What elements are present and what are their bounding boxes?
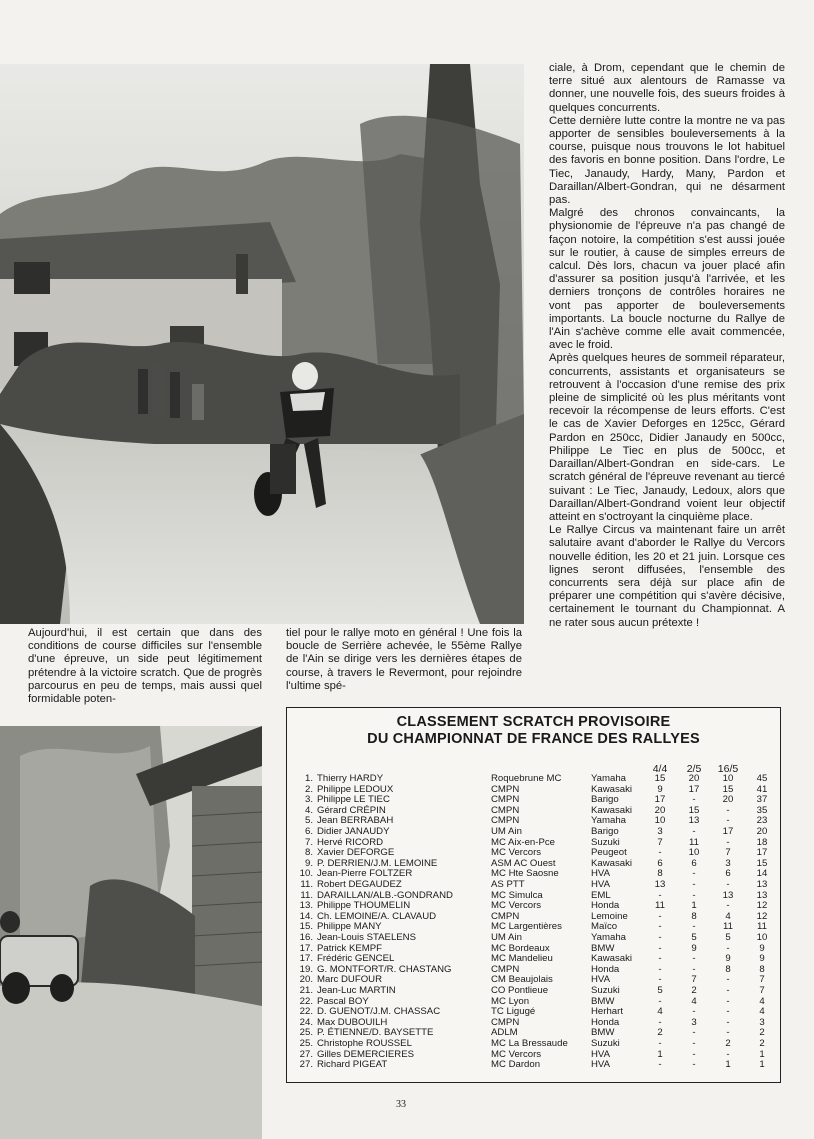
- row-round-1-points: -: [658, 921, 662, 933]
- row-name: Gilles DEMERCIERES: [317, 1048, 415, 1060]
- row-position: 16.: [299, 932, 313, 943]
- row-name: Philippe LE TIEC: [317, 794, 390, 806]
- row-bike: BMW: [591, 995, 615, 1007]
- paragraph: Cette dernière lutte contre la montre ne va pas apporter de sensibles bouleversements à la course, puisque nous trouvons le lot habituel des favoris en bonne position. Dans l'ordre, Le Tiec, Janaudy, Hardy, Many, Pardon et Daraillan/Albert-Gondran, qui ne désarment pas.: [549, 114, 785, 207]
- row-total-points: 18: [756, 836, 768, 848]
- paragraph: Le Rallye Circus va maintenant faire un arrêt salutaire avant d'aborder le Rallye du Vercors nouvelle édition, les 20 et 21 juin. Lorsque ces lignes seront diffusées, l'ensemble des concurrents sera déjà sur place afin de préparer une compétition qui s'avère décisive, certainement le tournant du Championnat. A ne rater sous aucun prétexte !: [549, 524, 785, 629]
- row-club: MC Dardon: [491, 1059, 541, 1071]
- row-round-2-points: -: [692, 794, 696, 806]
- row-round-3-points: 3: [725, 857, 731, 869]
- row-position: 13.: [299, 900, 313, 912]
- row-club: AS PTT: [491, 879, 525, 890]
- row-round-1-points: 17: [654, 794, 666, 806]
- row-bike: Herhart: [591, 1006, 623, 1018]
- row-round-2-points: -: [692, 921, 696, 933]
- row-bike: Kawasaki: [591, 804, 633, 816]
- row-total-points: 12: [756, 900, 768, 912]
- row-club: MC Simulca: [491, 889, 543, 901]
- row-round-3-points: -: [726, 900, 730, 912]
- row-position: 22.: [299, 1006, 313, 1018]
- row-position: 17.: [299, 942, 313, 954]
- row-bike: BMW: [591, 942, 615, 954]
- row-round-1-points: -: [658, 932, 662, 943]
- row-total-points: 7: [759, 974, 765, 986]
- row-club: ASM AC Ouest: [491, 857, 556, 869]
- row-club: MC Hte Saosne: [491, 868, 559, 880]
- row-round-2-points: -: [692, 1027, 696, 1039]
- row-round-2-points: 10: [688, 847, 700, 859]
- row-round-2-points: -: [692, 1048, 696, 1060]
- row-name: Jean-Luc MARTIN: [317, 985, 396, 996]
- row-position: 11.: [300, 889, 313, 901]
- row-round-2-points: -: [692, 1059, 696, 1071]
- article-middle-column: [286, 627, 522, 693]
- row-position: 15.: [299, 921, 313, 933]
- column-header-round-2: 2/5: [686, 763, 702, 775]
- row-bike: Kawasaki: [591, 783, 633, 795]
- rally-photo-sidecar: [0, 726, 262, 1139]
- row-position: 27.: [299, 1048, 313, 1060]
- row-name: Christophe ROUSSEL: [317, 1038, 412, 1049]
- row-round-3-points: -: [726, 942, 730, 954]
- paragraph: ciale, à Drom, cependant que le chemin de terre situé aux alentours de Ramasse va donner, une nouvelle fois, des sueurs froides à quelques concurrents.: [549, 62, 785, 114]
- row-position: 17.: [299, 953, 313, 965]
- row-club: MC Vercors: [491, 900, 542, 912]
- row-club: MC Largentières: [491, 921, 562, 933]
- paragraph: tiel pour le rallye moto en général ! Une fois la boucle de Serrière achevée, le 55ème Rallye de l'Ain se dirige vers les dernières étapes de course, à travers le Revermont, pour rejoindre l'ultime spé-: [286, 627, 522, 692]
- row-name: Ch. LEMOINE/A. CLAVAUD: [317, 910, 437, 922]
- row-name: Marc DUFOUR: [317, 974, 383, 986]
- row-position: 8.: [304, 847, 313, 859]
- row-total-points: 23: [756, 815, 768, 827]
- row-round-3-points: -: [726, 804, 730, 816]
- column-header-round-3: 16/5: [717, 763, 739, 775]
- row-name: Patrick KEMPF: [317, 942, 383, 954]
- row-club: MC La Bressaude: [491, 1038, 568, 1049]
- row-position: 7.: [304, 836, 313, 848]
- row-bike: Honda: [591, 1016, 620, 1028]
- row-round-3-points: -: [726, 1006, 730, 1018]
- row-club: CMPN: [491, 1016, 520, 1028]
- row-total-points: 7: [759, 985, 765, 996]
- row-bike: Maïco: [591, 921, 618, 933]
- row-club: CMPN: [491, 910, 520, 922]
- row-total-points: 2: [759, 1038, 765, 1049]
- row-round-2-points: 11: [689, 836, 699, 848]
- row-position: 19.: [299, 963, 313, 975]
- row-name: Philippe MANY: [317, 921, 382, 933]
- row-round-3-points: 6: [725, 868, 731, 880]
- row-bike: Barigo: [591, 794, 619, 806]
- row-position: 25.: [299, 1027, 313, 1039]
- row-name: P. DERRIEN/J.M. LEMOINE: [317, 857, 438, 869]
- table-title-line2: DU CHAMPIONNAT DE FRANCE DES RALLYES: [367, 731, 700, 747]
- row-round-1-points: 5: [657, 985, 663, 996]
- row-bike: Honda: [591, 900, 620, 912]
- row-round-3-points: 2: [725, 1038, 731, 1049]
- row-name: Richard PIGEAT: [317, 1059, 388, 1071]
- row-position: 27.: [299, 1059, 313, 1071]
- row-round-1-points: 2: [657, 1027, 663, 1039]
- row-club: ADLM: [491, 1027, 518, 1039]
- row-total-points: 2: [759, 1027, 765, 1039]
- row-round-2-points: 1: [691, 900, 697, 912]
- row-bike: HVA: [591, 868, 611, 880]
- row-total-points: 12: [756, 910, 768, 922]
- row-round-2-points: -: [692, 868, 696, 880]
- row-position: 20.: [299, 974, 313, 986]
- row-round-3-points: 11: [723, 921, 733, 933]
- row-round-2-points: 13: [688, 815, 700, 827]
- row-position: 9.: [304, 857, 313, 869]
- row-club: TC Ligugé: [491, 1006, 536, 1018]
- row-round-2-points: -: [692, 953, 696, 965]
- row-club: MC Aix-en-Pce: [491, 836, 555, 848]
- row-total-points: 9: [759, 942, 765, 954]
- row-round-1-points: 4: [657, 1006, 663, 1018]
- row-round-1-points: -: [658, 1038, 662, 1049]
- row-bike: Peugeot: [591, 847, 627, 859]
- row-round-3-points: 8: [725, 963, 731, 975]
- row-total-points: 20: [756, 826, 768, 837]
- row-total-points: 13: [756, 879, 768, 890]
- row-round-3-points: 13: [722, 889, 734, 901]
- row-position: 4.: [304, 804, 313, 816]
- row-position: 2.: [304, 783, 313, 795]
- row-name: DARAILLAN/ALB.-GONDRAND: [317, 889, 453, 901]
- paragraph: Aujourd'hui, il est certain que dans des conditions de course difficiles sur l'ensemble d'une épreuve, un side peut légitimement prétendre à la victoire scratch. Que de progrès parcourus en peu de temps, mais aussi quel formidable poten-: [28, 627, 262, 706]
- row-total-points: 13: [756, 889, 768, 901]
- row-round-3-points: -: [726, 815, 730, 827]
- row-round-1-points: 6: [657, 857, 663, 869]
- row-club: MC Vercors: [491, 1048, 542, 1060]
- row-round-3-points: -: [726, 974, 730, 986]
- row-total-points: 3: [759, 1016, 765, 1028]
- row-round-3-points: -: [726, 995, 730, 1007]
- row-total-points: 11: [757, 921, 767, 933]
- row-round-2-points: -: [692, 1038, 696, 1049]
- row-round-3-points: 7: [725, 847, 731, 859]
- row-bike: Yamaha: [591, 932, 627, 943]
- row-round-1-points: -: [658, 889, 662, 901]
- row-name: Philippe LEDOUX: [317, 783, 394, 795]
- row-round-1-points: -: [658, 910, 662, 922]
- row-club: CMPN: [491, 815, 520, 827]
- rally-photo-motorcycle: [0, 64, 524, 624]
- row-position: 1.: [304, 773, 313, 784]
- row-round-1-points: 20: [654, 804, 666, 816]
- row-round-2-points: -: [692, 889, 696, 901]
- row-bike: Suzuki: [591, 836, 620, 848]
- row-round-2-points: 2: [691, 985, 697, 996]
- column-header-round-1: 4/4: [652, 763, 668, 775]
- row-round-3-points: 10: [722, 773, 734, 784]
- row-round-2-points: 17: [688, 783, 700, 795]
- row-round-1-points: 10: [654, 815, 666, 827]
- row-position: 25.: [299, 1038, 313, 1049]
- row-round-1-points: -: [658, 953, 662, 965]
- paragraph: Après quelques heures de sommeil réparateur, concurrents, assistants et organisateurs se retrouvent à l'occasion d'une remise des prix pleine de simplicité où les plus méritants vont recevoir la récompense de leurs efforts. C'est le cas de Xavier Deforges en 125cc, Gérard Pardon en 250cc, Didier Janaudy en 500cc, Philippe Le Tiec en plus de 500cc, et Daraillan/Albert-Gondran en side-cars. Le scratch général de l'épreuve revenant au tiercé suivant : Le Tiec, Janaudy, Ledoux, alors que Daraillan/Albert-Gondrand voient leur objectif atteint en s'octroyant la cinquième place.: [549, 352, 785, 523]
- row-name: P. ÉTIENNE/D. BAYSETTE: [317, 1027, 434, 1039]
- row-round-2-points: 6: [691, 857, 697, 869]
- row-club: CMPN: [491, 783, 520, 795]
- row-round-2-points: 4: [691, 995, 697, 1007]
- row-name: Xavier DEFORGE: [317, 847, 395, 859]
- row-bike: Barigo: [591, 826, 619, 837]
- row-bike: Suzuki: [591, 1038, 620, 1049]
- row-round-1-points: -: [658, 995, 662, 1007]
- row-bike: Kawasaki: [591, 857, 633, 869]
- row-club: CMPN: [491, 963, 520, 975]
- row-club: MC Mandelieu: [491, 953, 553, 965]
- row-total-points: 35: [756, 804, 768, 816]
- row-bike: HVA: [591, 974, 611, 986]
- row-total-points: 15: [756, 857, 768, 869]
- row-name: Gérard CRÉPIN: [317, 804, 386, 816]
- row-name: Philippe THOUMELIN: [317, 900, 411, 912]
- row-name: D. GUENOT/J.M. CHASSAC: [317, 1006, 441, 1018]
- row-round-1-points: -: [658, 1016, 662, 1028]
- row-club: CMPN: [491, 804, 520, 816]
- row-bike: EML: [591, 889, 611, 901]
- paragraph: Malgré des chronos convaincants, la physionomie de l'épreuve n'a pas changé de façon notoire, la compétition s'est aussi jouée sur le routier, à cause de simples erreurs de calcul. Dès lors, chacun va jouer placé afin d'assurer sa position jusqu'à l'arrivée, et les derniers tronçons de contrôles horaires ne vont pas apporter de bouleversements importants. La boucle nocturne du Rallye de l'Ain s'achève comme elle avait commencée, avec le froid.: [549, 207, 785, 352]
- row-club: UM Ain: [491, 826, 522, 837]
- row-total-points: 17: [756, 847, 768, 859]
- row-name: G. MONTFORT/R. CHASTANG: [317, 963, 452, 975]
- row-total-points: 4: [759, 995, 765, 1007]
- row-total-points: 4: [759, 1006, 765, 1018]
- row-round-3-points: 1: [725, 1059, 731, 1071]
- row-total-points: 8: [759, 963, 765, 975]
- row-position: 21.: [299, 985, 313, 996]
- row-club: CM Beaujolais: [491, 974, 553, 986]
- row-round-2-points: 3: [691, 1016, 697, 1028]
- row-round-2-points: -: [692, 826, 696, 837]
- row-bike: BMW: [591, 1027, 615, 1039]
- row-round-1-points: 13: [654, 879, 666, 890]
- row-round-1-points: 15: [654, 773, 666, 784]
- row-club: Roquebrune MC: [491, 773, 562, 784]
- row-bike: HVA: [591, 1059, 611, 1071]
- row-total-points: 14: [756, 868, 768, 880]
- row-position: 24.: [299, 1016, 313, 1028]
- row-bike: Lemoine: [591, 910, 628, 922]
- row-round-3-points: 4: [725, 910, 731, 922]
- article-left-column: [28, 627, 262, 706]
- row-name: Frédéric GENCEL: [317, 953, 395, 965]
- article-right-column: [549, 62, 785, 630]
- row-round-3-points: -: [726, 879, 730, 890]
- row-position: 10.: [299, 868, 313, 880]
- row-round-1-points: -: [658, 942, 662, 954]
- row-club: MC Vercors: [491, 847, 542, 859]
- row-round-2-points: 5: [691, 932, 697, 943]
- row-name: Jean-Louis STAELENS: [317, 932, 417, 943]
- row-bike: Honda: [591, 963, 620, 975]
- row-bike: HVA: [591, 879, 611, 890]
- table-title-line1: CLASSEMENT SCRATCH PROVISOIRE: [396, 714, 671, 730]
- row-bike: Yamaha: [591, 773, 627, 784]
- row-round-1-points: 1: [657, 1048, 663, 1060]
- row-club: MC Lyon: [491, 995, 530, 1007]
- row-round-3-points: 20: [722, 794, 734, 806]
- standings-table: [286, 707, 781, 1083]
- row-round-3-points: -: [726, 985, 730, 996]
- row-round-1-points: 8: [657, 868, 663, 880]
- row-name: Hervé RICORD: [317, 836, 384, 848]
- row-position: 22.: [299, 995, 313, 1007]
- row-round-1-points: -: [658, 847, 662, 859]
- row-total-points: 9: [759, 953, 765, 965]
- row-round-1-points: 7: [657, 836, 663, 848]
- row-round-1-points: 9: [657, 783, 663, 795]
- row-round-2-points: -: [692, 1006, 696, 1018]
- row-name: Jean-Pierre FOLTZER: [317, 868, 413, 880]
- row-round-2-points: 8: [691, 910, 697, 922]
- row-total-points: 1: [759, 1048, 765, 1060]
- row-round-3-points: -: [726, 1048, 730, 1060]
- row-round-2-points: 15: [688, 804, 700, 816]
- row-position: 3.: [304, 794, 313, 806]
- row-total-points: 37: [756, 794, 768, 806]
- row-position: 5.: [304, 815, 313, 827]
- row-position: 11.: [300, 879, 313, 890]
- row-name: Robert DEGAUDEZ: [317, 879, 402, 890]
- row-round-2-points: 9: [691, 942, 697, 954]
- row-total-points: 10: [756, 932, 768, 943]
- row-round-1-points: 11: [655, 900, 665, 912]
- row-bike: Yamaha: [591, 815, 627, 827]
- row-round-2-points: -: [692, 879, 696, 890]
- row-name: Max DUBOUILH: [317, 1016, 388, 1028]
- page-number: 33: [396, 1099, 406, 1110]
- row-round-3-points: 5: [725, 932, 731, 943]
- row-total-points: 1: [759, 1059, 765, 1071]
- row-total-points: 41: [756, 783, 768, 795]
- row-name: Jean BERRABAH: [317, 815, 394, 827]
- row-position: 14.: [299, 910, 313, 922]
- row-round-2-points: -: [692, 963, 696, 975]
- row-name: Didier JANAUDY: [317, 826, 390, 837]
- row-round-1-points: 3: [657, 826, 663, 837]
- row-name: Thierry HARDY: [317, 773, 384, 784]
- row-name: Pascal BOY: [317, 995, 369, 1007]
- row-round-3-points: 15: [722, 783, 734, 795]
- row-round-1-points: -: [658, 974, 662, 986]
- row-round-2-points: 20: [688, 773, 700, 784]
- row-round-1-points: -: [658, 963, 662, 975]
- row-bike: Kawasaki: [591, 953, 633, 965]
- row-bike: HVA: [591, 1048, 611, 1060]
- row-bike: Suzuki: [591, 985, 620, 996]
- row-round-3-points: 9: [725, 953, 731, 965]
- row-position: 6.: [304, 826, 313, 837]
- row-round-3-points: -: [726, 1016, 730, 1028]
- row-round-3-points: -: [726, 836, 730, 848]
- row-round-3-points: -: [726, 1027, 730, 1039]
- row-club: UM Ain: [491, 932, 522, 943]
- row-round-3-points: 17: [722, 826, 734, 837]
- row-club: CO Pontlieue: [491, 985, 549, 996]
- row-club: MC Bordeaux: [491, 942, 550, 954]
- row-total-points: 45: [756, 773, 768, 784]
- row-round-2-points: 7: [691, 974, 697, 986]
- row-round-1-points: -: [658, 1059, 662, 1071]
- row-club: CMPN: [491, 794, 520, 806]
